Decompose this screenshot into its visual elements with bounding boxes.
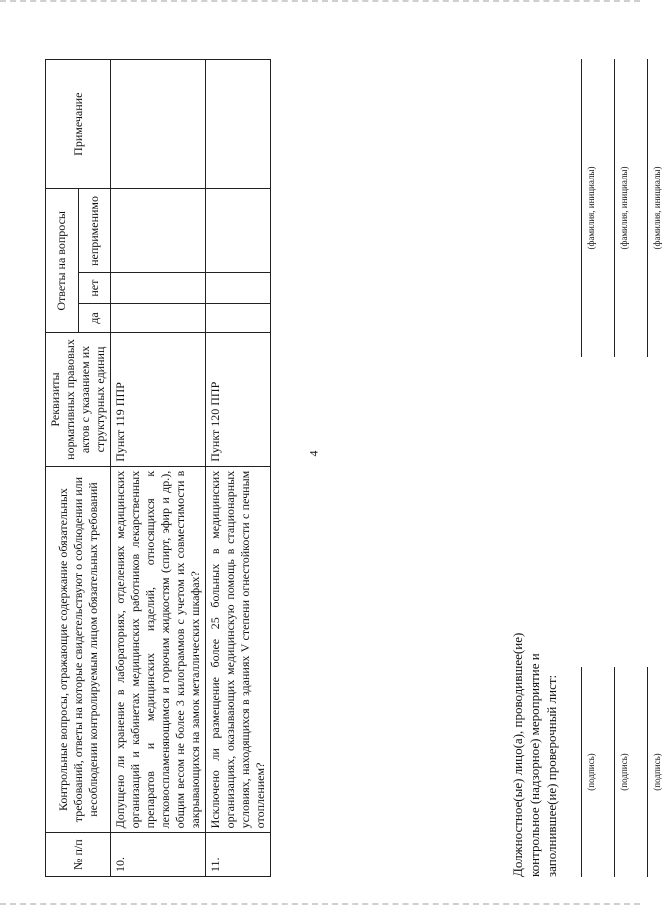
rotated-page-content xyxy=(45,59,662,877)
signature-row xyxy=(570,59,596,877)
header-answer-na: неприменимо xyxy=(78,189,111,273)
signature-block xyxy=(510,59,662,877)
table-header xyxy=(46,60,111,877)
row-requisite: Пункт 120 ППР xyxy=(206,333,271,467)
row-number: 10. xyxy=(111,833,206,877)
answer-no-cell[interactable] xyxy=(206,273,271,303)
answer-yes-cell[interactable] xyxy=(206,303,271,332)
signature-line[interactable] xyxy=(614,667,615,877)
header-answer-no: нет xyxy=(78,273,111,303)
answer-na-cell[interactable] xyxy=(206,189,271,273)
answer-no-cell[interactable] xyxy=(111,273,206,303)
answer-na-cell[interactable] xyxy=(111,189,206,273)
name-line[interactable] xyxy=(614,59,615,357)
name-caption: (фамилия, инициалы) xyxy=(586,166,596,250)
name-line[interactable] xyxy=(581,59,582,357)
row-question: Исключено ли размещение более 25 больных в медицинских организациях, оказывающих медицинскую помощь в стационарных условиях, находящихся в зданиях V степени огнестойкости с печным отоплением? xyxy=(206,466,271,833)
signature-caption: (подпись) xyxy=(652,753,662,791)
signature-caption: (подпись) xyxy=(586,753,596,791)
row-number: 11. xyxy=(206,833,271,877)
row-requisite: Пункт 119 ППР xyxy=(111,333,206,467)
note-cell[interactable] xyxy=(206,60,271,189)
signature-line[interactable] xyxy=(647,667,648,877)
signature-caption: (подпись) xyxy=(619,753,629,791)
signature-line[interactable] xyxy=(581,667,582,877)
header-answers: Ответы на вопросы xyxy=(46,189,79,333)
header-note: Примечание xyxy=(46,60,111,189)
page-number: 4 xyxy=(306,450,321,457)
table-row xyxy=(206,60,271,877)
checklist-table xyxy=(45,59,271,877)
header-answer-yes: да xyxy=(78,303,111,332)
name-line[interactable] xyxy=(647,59,648,357)
note-cell[interactable] xyxy=(111,60,206,189)
answer-yes-cell[interactable] xyxy=(111,303,206,332)
scan-edge-bottom xyxy=(0,897,640,905)
header-question: Контрольные вопросы, отражающие содержание обязательных требований, ответы на которые свидетельствуют о соблюдении или несоблюдении контролируемым лицом обязательных требований xyxy=(46,466,111,833)
officials-label: Должностное(ые) лицо(а), проводившее(ие) контрольное (надзорное) мероприятие и заполнившее(ие) проверочный лист: xyxy=(510,632,559,877)
table-row xyxy=(111,60,206,877)
header-number: № п/п xyxy=(46,833,111,877)
name-caption: (фамилия, инициалы) xyxy=(652,166,662,250)
scan-edge-top xyxy=(0,0,640,8)
name-caption: (фамилия, инициалы) xyxy=(619,166,629,250)
header-requisites: Реквизиты нормативных правовых актов с указанием их структурных единиц xyxy=(46,333,111,467)
signature-row xyxy=(636,59,662,877)
signature-row xyxy=(603,59,629,877)
row-question: Допущено ли хранение в лабораториях, отделениях медицинских организаций и кабинетах медицинских работников лекарственных препаратов и медицинских изделий, относящихся к легковоспламеняющимся и горючим жидкостям (спирт, эфир и др.), общим весом не более 3 килограммов с учетом их совместимости в закрывающихся на замок металлических шкафах? xyxy=(111,466,206,833)
